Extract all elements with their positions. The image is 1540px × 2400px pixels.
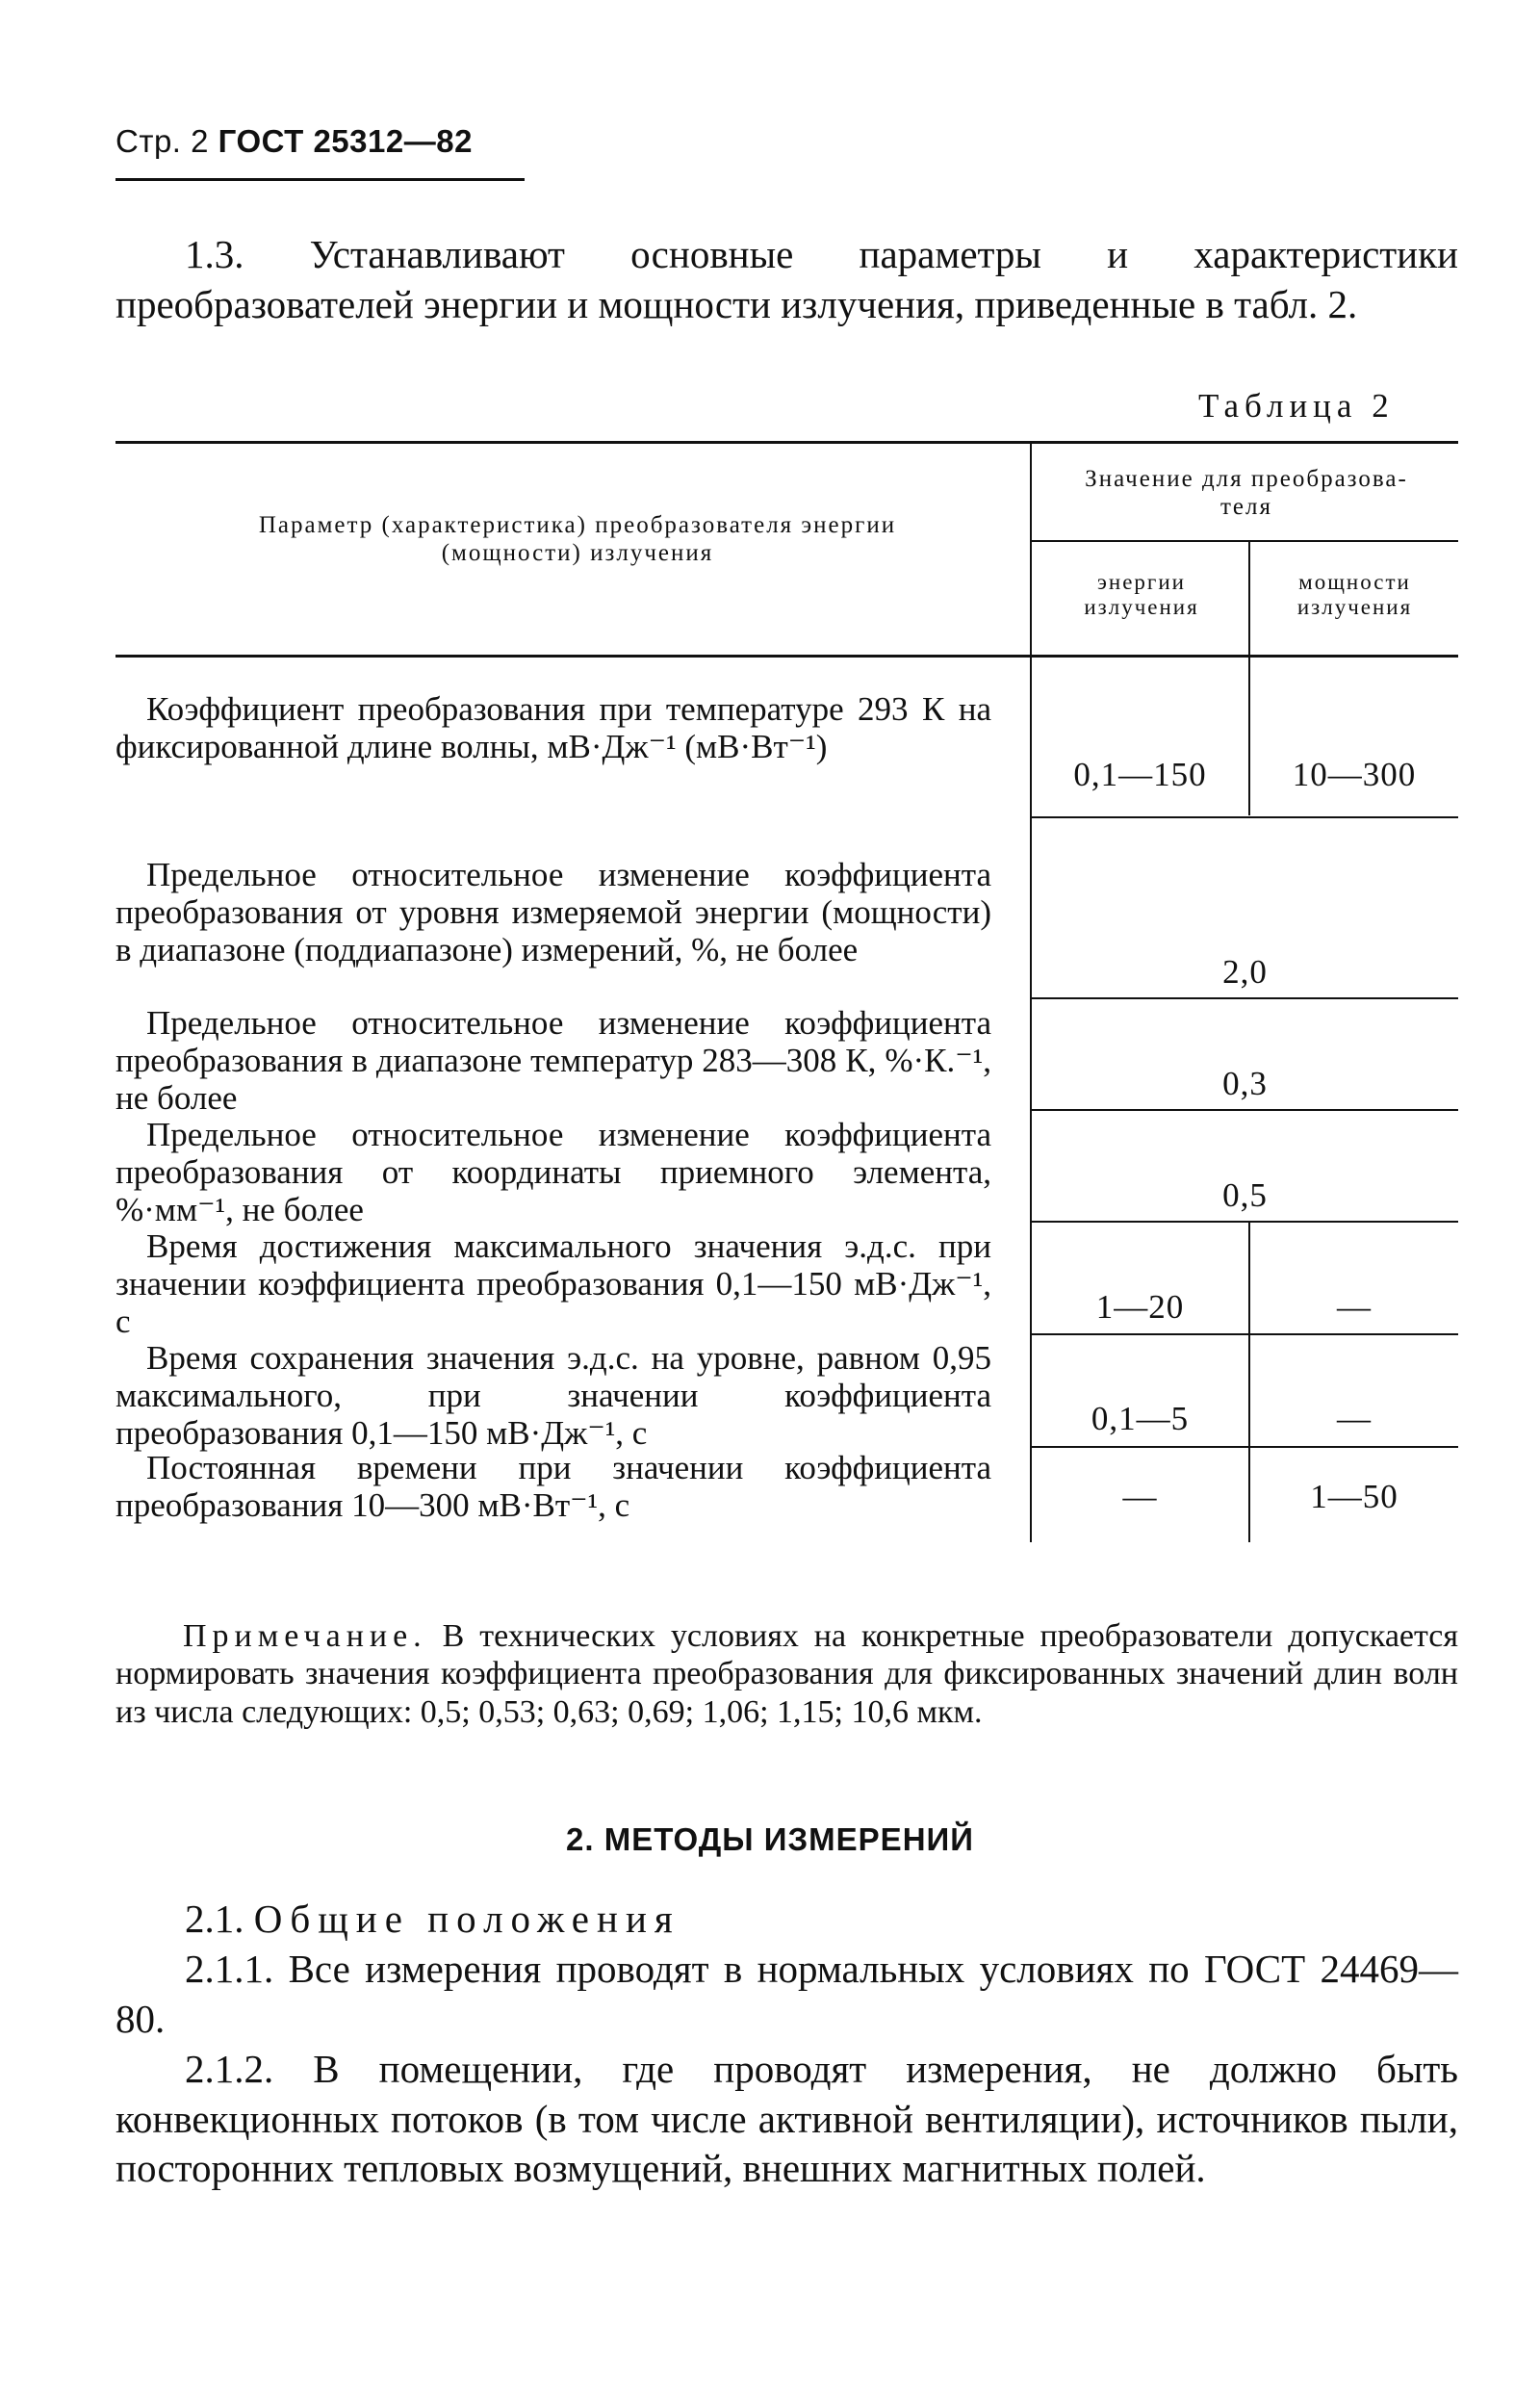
- table-row-param: Время достижения максимального значения э.д.с. при значении коэффициента преобразования 0,1—150 мВ·Дж⁻¹, с: [116, 1227, 991, 1340]
- page-header: [116, 123, 473, 160]
- cell-energy: —: [1122, 1478, 1158, 1515]
- table-cell: [1032, 1288, 1248, 1327]
- header-rule: [116, 178, 525, 181]
- head-power: [1251, 570, 1458, 621]
- table-row-param: Постоянная времени при значении коэффициента преобразования 10—300 мВ·Вт⁻¹, с: [116, 1449, 991, 1524]
- row-rule: [1032, 1109, 1458, 1111]
- cell-merged: 0,3: [1222, 1065, 1268, 1102]
- table-cell: [1032, 1065, 1458, 1103]
- cell-power: 1—50: [1310, 1478, 1399, 1515]
- head-power-line1: мощности: [1298, 570, 1411, 594]
- head-energy-line1: энергии: [1097, 570, 1186, 594]
- table-row-param: Предельное относительное изменение коэффициента преобразования от уровня измеряемой энергии (мощности) в диапазоне (поддиапазоне) измерений, %, не более: [116, 856, 991, 968]
- table-row-param: Предельное относительное изменение коэффициента преобразования от координаты приемного элемента, %·мм⁻¹, не более: [116, 1116, 991, 1228]
- table-caption: Таблица 2: [1198, 387, 1395, 425]
- section-title: 2. МЕТОДЫ ИЗМЕРЕНИЙ: [566, 1821, 974, 1857]
- head-param-line1: Параметр (характеристика) преобразователя энергии: [258, 512, 897, 538]
- page-label: Стр. 2: [116, 123, 209, 159]
- clause-1-3-rest: преобразователей энергии и мощности излучения, приведенные в табл. 2.: [116, 282, 1358, 327]
- head-energy-line2: излучения: [1084, 595, 1199, 620]
- col-divider-main: [1030, 443, 1032, 1542]
- cell-power: —: [1337, 1288, 1372, 1326]
- table-cell: [1032, 1176, 1458, 1215]
- standard-number: ГОСТ 25312—82: [218, 123, 473, 159]
- cell-merged: 2,0: [1222, 953, 1268, 991]
- table-cell: [1032, 953, 1458, 992]
- table-note: [116, 1617, 1458, 1731]
- table-top-rule: [116, 441, 1458, 444]
- row-rule: [1032, 1333, 1458, 1335]
- table-cell: [1250, 1400, 1458, 1438]
- note-text: В технических условиях на конкретные преобразователи допускается нормировать значения коэффициента преобразования для фиксированных значений длин волн из числа следующих: 0,5; 0,53; 0,63; 0,69; 1,06; 1,15; 10,6 мкм.: [116, 1618, 1459, 1730]
- head-value-line2: теля: [1220, 493, 1272, 520]
- cell-merged: 0,5: [1222, 1176, 1268, 1214]
- cell-power: 10—300: [1292, 756, 1417, 793]
- clause-2-1-2: 2.1.2. В помещении, где проводят измерения, не должно быть конвекционных потоков (в том числе активной вентиляции), источников пыли, посторонних тепловых возмущений, внешних магнитных полей.: [116, 2047, 1458, 2191]
- row-rule: [1032, 1221, 1458, 1223]
- subsection-name: Общие положения: [253, 1897, 680, 1941]
- head-value: [1035, 466, 1458, 522]
- row-rule: [1032, 997, 1458, 999]
- row-rule: [1032, 816, 1458, 818]
- table-cell: [1032, 1400, 1248, 1438]
- note-label: Примечание.: [183, 1618, 427, 1654]
- head-power-line2: излучения: [1296, 595, 1413, 620]
- cell-power: —: [1337, 1400, 1372, 1437]
- head-value-line1: Значение для преобразова-: [1085, 466, 1408, 492]
- table-cell: [1032, 1478, 1248, 1516]
- cell-energy: 0,1—5: [1091, 1400, 1190, 1437]
- subsection-title: [116, 1895, 1458, 1945]
- head-param: [144, 512, 1011, 568]
- table-row-param: Предельное относительное изменение коэффициента преобразования в диапазоне температур 283—308 К, %·К.⁻¹, не более: [116, 1004, 991, 1117]
- subsection-number: 2.1.: [185, 1897, 244, 1941]
- row-rule: [1032, 1446, 1458, 1448]
- cell-energy: 0,1—150: [1073, 756, 1207, 793]
- head-param-line2: (мощности) излучения: [441, 539, 714, 566]
- table-cell: [1250, 756, 1458, 794]
- table-row-param: Время сохранения значения э.д.с. на уровне, равном 0,95 максимального, при значении коэффициента преобразования 0,1—150 мВ·Дж⁻¹, с: [116, 1339, 991, 1452]
- clause-1-3: [116, 229, 1458, 329]
- clause-1-3-first-line: 1.3. Устанавливают основные параметры и характеристики: [185, 232, 1458, 276]
- table-cell: [1032, 756, 1248, 794]
- head-sub-rule: [1032, 540, 1458, 542]
- clause-2-1-1: 2.1.1. Все измерения проводят в нормальных условиях по ГОСТ 24469—80.: [116, 1947, 1458, 2041]
- head-energy: [1035, 570, 1248, 621]
- head-sub-divider: [1248, 541, 1250, 655]
- cell-energy: 1—20: [1095, 1288, 1185, 1326]
- table-row-param: Коэффициент преобразования при температуре 293 К на фиксированной длине волны, мВ·Дж⁻¹ (мВ·Вт⁻¹): [116, 690, 991, 765]
- table-head-rule: [116, 655, 1458, 658]
- table-cell: [1250, 1288, 1458, 1327]
- table-cell: [1250, 1478, 1458, 1516]
